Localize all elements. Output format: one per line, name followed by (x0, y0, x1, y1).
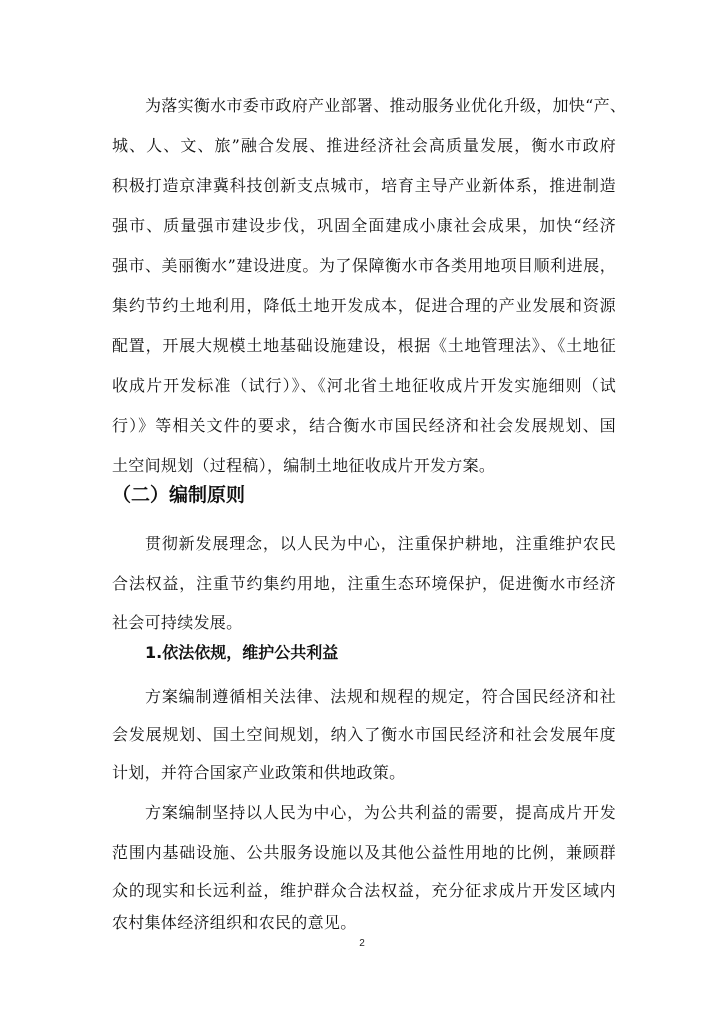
intro-line-9: 行）》等相关文件的要求，结合衡水市国民经济和社会发展规划、国 (112, 416, 616, 435)
intro-line-6: 集约节约土地利用，降低土地开发成本，促进合理的产业发展和资源 (112, 296, 616, 315)
intro-line-2: 城、人、文、旅”融合发展、推进经济社会高质量发展，衡水市政府 (112, 136, 616, 155)
law-line-1: 方案编制遵循相关法律、法规和规程的规定，符合国民经济和社 (145, 687, 616, 706)
law-line-3: 计划，并符合国家产业政策和供地政策。 (112, 763, 406, 782)
intro-line-8: 收成片开发标准（试行）》、《河北省土地征收成片开发实施细则（试 (112, 376, 616, 395)
intro-line-3: 积极打造京津冀科技创新支点城市，培育主导产业新体系，推进制造 (112, 176, 616, 195)
intro-line-10: 土空间规划（过程稿），编制土地征收成片开发方案。 (112, 456, 496, 475)
intro-line-7: 配置，开展大规模土地基础设施建设，根据《土地管理法》、《土地征 (112, 336, 616, 355)
intro-line-4: 强市、质量强市建设步伐，巩固全面建成小康社会成果，加快“经济 (112, 216, 616, 235)
principles-line-2: 合法权益，注重节约集约用地，注重生态环境保护，促进衡水市经济 (112, 574, 616, 593)
public-line-1: 方案编制坚持以人民为中心，为公共利益的需要，提高成片开发 (145, 803, 616, 822)
public-line-2: 范围内基础设施、公共服务设施以及其他公益性用地的比例，兼顾群 (112, 843, 616, 862)
intro-line-1: 为落实衡水市委市政府产业部署、推动服务业优化升级，加快“产、 (145, 96, 627, 115)
page-number: 2 (359, 938, 365, 949)
principles-line-1: 贯彻新发展理念，以人民为中心，注重保护耕地，注重维护农民 (145, 534, 616, 553)
subheading-law: 1.依法依规，维护公共利益 (145, 643, 339, 662)
principles-line-3: 社会可持续发展。 (112, 613, 243, 632)
public-line-3: 众的现实和长远利益，维护群众合法权益，充分征求成片开发区域内 (112, 881, 616, 900)
section-heading: （二）编制原则 (112, 484, 246, 506)
law-line-2: 会发展规划、国土空间规划，纳入了衡水市国民经济和社会发展年度 (112, 725, 616, 744)
public-line-4: 农村集体经济组织和农民的意见。 (112, 913, 357, 932)
intro-line-5: 强市、美丽衡水”建设进度。为了保障衡水市各类用地项目顺利进展， (112, 256, 616, 275)
